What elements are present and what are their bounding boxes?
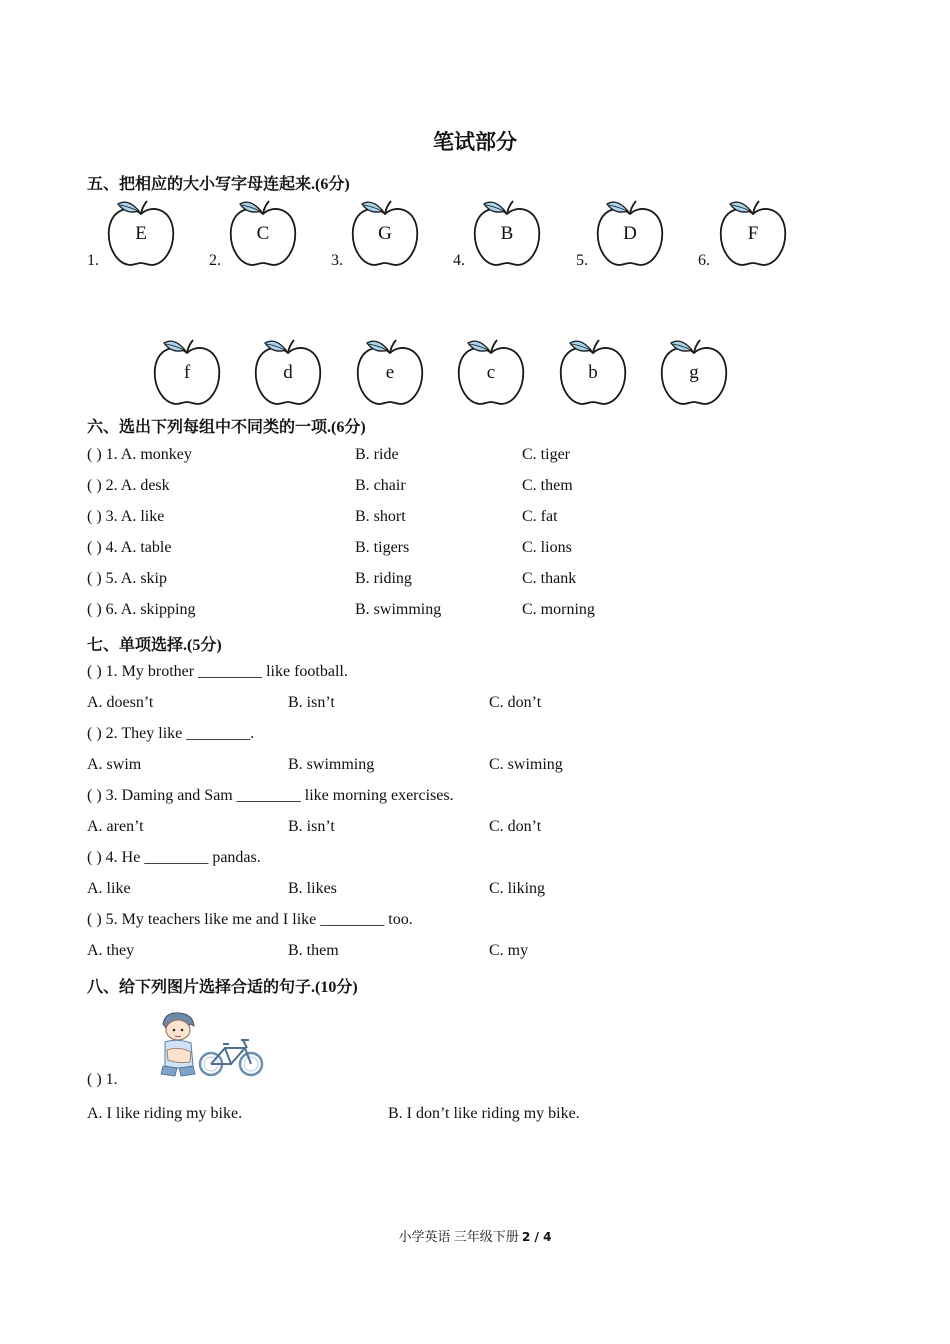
apple-uppercase	[106, 197, 176, 269]
section-6-option-b: B. riding	[355, 570, 412, 587]
apple-letter: e	[385, 362, 395, 383]
boy-with-bicycle-illustration	[157, 1010, 267, 1080]
apple-letter: F	[747, 223, 759, 244]
section-7-option-a: A. they	[87, 942, 135, 959]
section-7-option-c: C. liking	[489, 880, 546, 897]
apple-letter: g	[689, 362, 699, 383]
section-6-option-c: C. fat	[522, 508, 558, 525]
apple-lowercase	[659, 336, 729, 408]
apple-uppercase	[472, 197, 542, 269]
apple-lowercase	[152, 336, 222, 408]
apple-number: 4.	[453, 252, 465, 269]
section-7-option-b: B. them	[288, 942, 339, 959]
section-7-option-b: B. swimming	[288, 756, 375, 773]
section-7-option-c: C. don’t	[489, 818, 542, 835]
apple-letter: d	[283, 362, 293, 383]
apple-uppercase	[228, 197, 298, 269]
apple-letter: D	[623, 223, 637, 244]
section-7-option-c: C. don’t	[489, 694, 542, 711]
section-6-option-b: B. swimming	[355, 601, 442, 618]
section-6-option-c: C. lions	[522, 539, 572, 556]
section-7-option-c: C. swiming	[489, 756, 563, 773]
section-7-option-b: B. isn’t	[288, 694, 335, 711]
section-7-question: ( ) 2. They like ________.	[87, 725, 255, 742]
apple-uppercase	[718, 197, 788, 269]
section-7-question: ( ) 4. He ________ pandas.	[87, 849, 261, 866]
apple-letter: G	[378, 223, 392, 244]
section-6-option-c: C. morning	[522, 601, 595, 618]
section-6-option-b: B. chair	[355, 477, 406, 494]
apple-letter: f	[183, 362, 191, 383]
section-6-option-b: B. short	[355, 508, 406, 525]
apple-lowercase	[253, 336, 323, 408]
section-6-question: ( ) 2. A. desk	[87, 477, 170, 494]
apple-uppercase	[350, 197, 420, 269]
section-7-option-a: A. doesn’t	[87, 694, 154, 711]
section-6-option-b: B. ride	[355, 446, 399, 463]
section-6-question: ( ) 5. A. skip	[87, 570, 167, 587]
apple-letter: B	[500, 223, 514, 244]
apple-letter: E	[135, 223, 147, 244]
footer-text: 小学英语 三年级下册	[398, 1229, 523, 1244]
section-7-option-a: A. like	[87, 880, 131, 897]
apple-uppercase	[595, 197, 665, 269]
section-7-heading: 七、单项选择.(5分)	[87, 637, 222, 654]
section-6-question: ( ) 1. A. monkey	[87, 446, 192, 463]
section-6-question: ( ) 6. A. skipping	[87, 601, 196, 618]
section-7-question: ( ) 3. Daming and Sam ________ like morning exercises.	[87, 787, 454, 804]
apple-number: 1.	[87, 252, 99, 269]
apple-letter: C	[256, 223, 270, 244]
section-7-option-a: A. aren’t	[87, 818, 144, 835]
section-6-question: ( ) 3. A. like	[87, 508, 165, 525]
apple-number: 6.	[698, 252, 710, 269]
section-8-option-a: A. I like riding my bike.	[87, 1105, 243, 1122]
section-8-question-1: ( ) 1.	[87, 1071, 118, 1088]
section-6-question: ( ) 4. A. table	[87, 539, 172, 556]
section-5-heading: 五、把相应的大小写字母连起来.(6分)	[87, 176, 350, 193]
apple-letter: b	[588, 362, 598, 383]
apple-lowercase	[355, 336, 425, 408]
section-6-heading: 六、选出下列每组中不同类的一项.(6分)	[87, 419, 366, 436]
apple-number: 2.	[209, 252, 221, 269]
page-footer	[0, 1226, 950, 1245]
page-number: 2 / 4	[522, 1230, 552, 1244]
section-7-option-a: A. swim	[87, 756, 142, 773]
section-6-option-c: C. tiger	[522, 446, 570, 463]
apple-number: 3.	[331, 252, 343, 269]
section-8-option-b: B. I don’t like riding my bike.	[388, 1105, 580, 1122]
section-6-option-c: C. thank	[522, 570, 577, 587]
section-7-question: ( ) 5. My teachers like me and I like ________ too.	[87, 911, 413, 928]
section-7-question: ( ) 1. My brother ________ like football.	[87, 663, 348, 680]
page-title: 笔试部分	[433, 130, 517, 154]
section-8-heading: 八、给下列图片选择合适的句子.(10分)	[87, 979, 358, 996]
apple-letter: c	[486, 362, 496, 383]
section-6-option-c: C. them	[522, 477, 573, 494]
section-7-option-b: B. isn’t	[288, 818, 335, 835]
section-7-option-b: B. likes	[288, 880, 337, 897]
apple-lowercase	[456, 336, 526, 408]
apple-lowercase	[558, 336, 628, 408]
apple-number: 5.	[576, 252, 588, 269]
section-6-option-b: B. tigers	[355, 539, 410, 556]
section-7-option-c: C. my	[489, 942, 529, 959]
